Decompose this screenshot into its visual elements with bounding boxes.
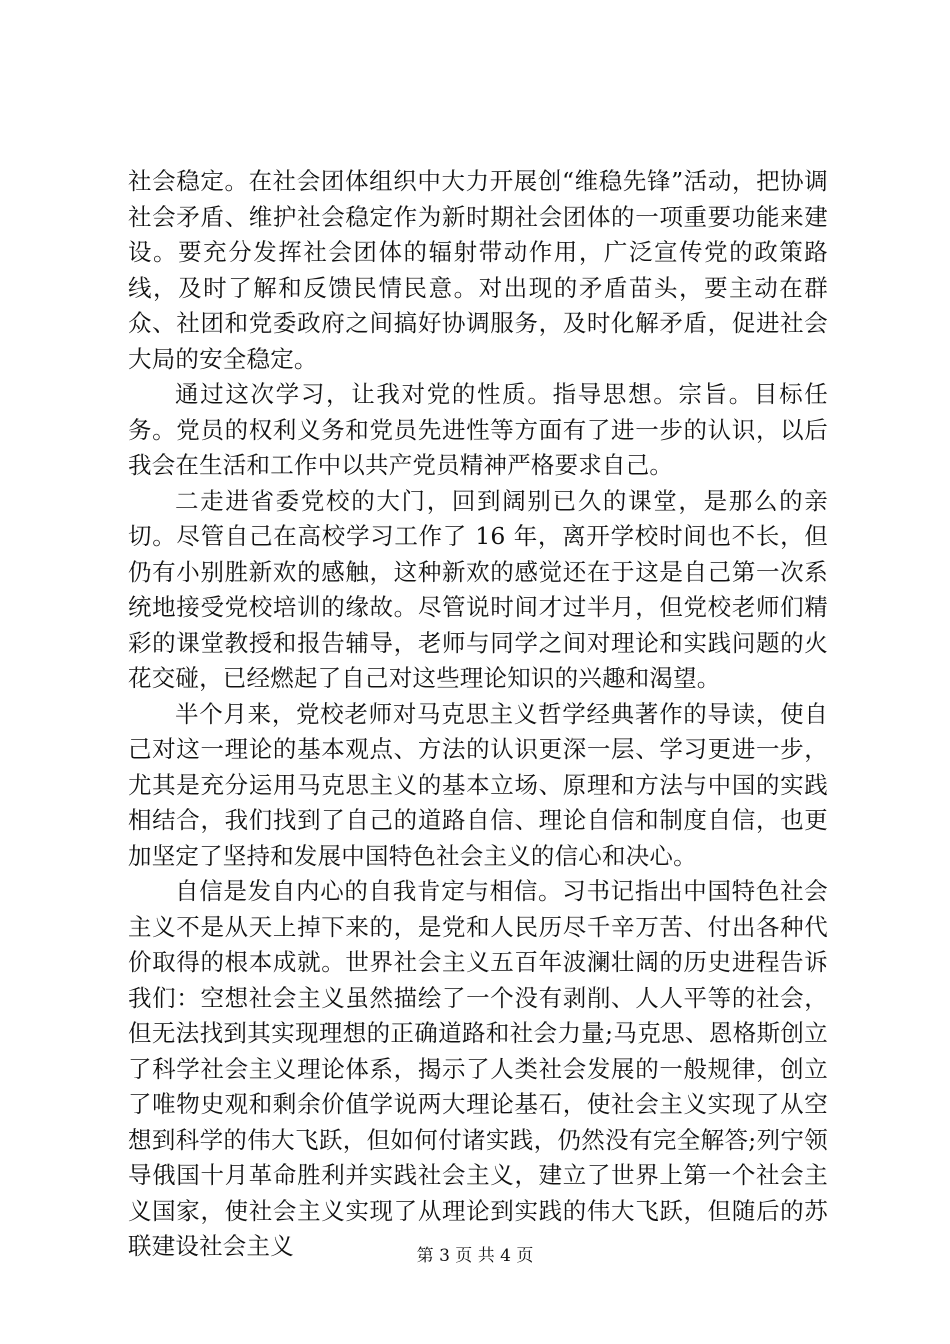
paragraph-1: 社会稳定。在社会团体组织中大力开展创“维稳先锋”活动，把协调社会矛盾、维护社会稳定作为新时期社会团体的一项重要功能来建设。要充分发挥社会团体的辐射带动作用，广泛宣传党的政策路线，及时了解和反馈民情民意。对出现的矛盾苗头，要主动在群众、社团和党委政府之间搞好协调服务，及时化解矛盾，促进社会大局的安全稳定。: [128, 167, 828, 373]
paragraph-4: 半个月来，党校老师对马克思主义哲学经典著作的导读，使自己对这一理论的基本观点、方法的认识更深一层、学习更进一步，尤其是充分运用马克思主义的基本立场、原理和方法与中国的实践相结合，我们找到了自己的道路自信、理论自信和制度自信，也更加坚定了坚持和发展中国特色社会主义的信心和决心。: [128, 699, 828, 870]
paragraph-2: 通过这次学习，让我对党的性质。指导思想。宗旨。目标任务。党员的权利义务和党员先进性等方面有了进一步的认识，以后我会在生活和工作中以共产党员精神严格要求自己。: [128, 380, 828, 479]
page-footer: [0, 1241, 950, 1266]
document-body: [128, 164, 828, 1265]
paragraph-3: 二走进省委党校的大门，回到阔别已久的课堂，是那么的亲切。尽管自己在高校学习工作了 16 年，离开学校时间也不长，但仍有小别胜新欢的感触，这种新欢的感觉还在于这是自己第一次系统地接受党校培训的缘故。尽管说时间才过半月，但党校老师们精彩的课堂教授和报告辅导，老师与同学之间对理论和实践问题的火花交碰，已经燃起了自己对这些理论知识的兴趣和渴望。: [128, 486, 828, 692]
page-number-label: 第 3 页 共 4 页: [416, 1246, 534, 1266]
paragraph-5: 自信是发自内心的自我肯定与相信。习书记指出中国特色社会主义不是从天上掉下来的，是党和人民历尽千辛万苦、付出各种代价取得的根本成就。世界社会主义五百年波澜壮阔的历史进程告诉我们：空想社会主义虽然描绘了一个没有剥削、人人平等的社会，但无法找到其实现理想的正确道路和社会力量;马克思、恩格斯创立了科学社会主义理论体系，揭示了人类社会发展的一般规律，创立了唯物史观和剩余价值学说两大理论基石，使社会主义实现了从空想到科学的伟大飞跃，但如何付诸实践，仍然没有完全解答;列宁领导俄国十月革命胜利并实践社会主义，建立了世界上第一个社会主义国家，使社会主义实现了从理论到实践的伟大飞跃，但随后的苏联建设社会主义: [128, 877, 828, 1260]
